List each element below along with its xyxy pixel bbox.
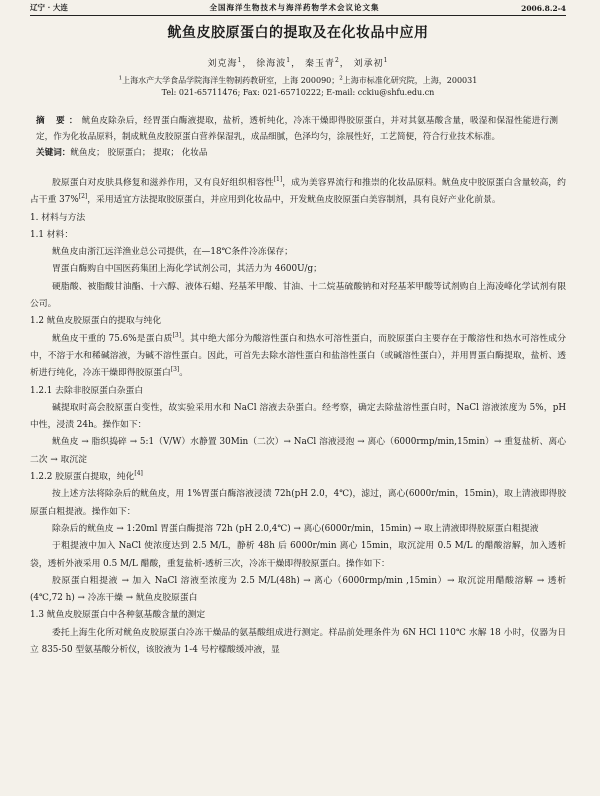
header-rule [30,15,566,16]
running-header [30,0,566,13]
citation: [3] [170,366,180,374]
author-list: 刘克海$^1$， 徐海波$^1$， 秦玉青$^2$， 刘承初$^1$ [207,57,389,69]
process-flow: 胶原蛋白粗提液 → 加入 NaCl 溶液至浓度为 2.5 M/L(48h) → 离心（6000rmp/min ,15min）→ 取沉淀用醋酸溶解 → 透析(4℃,72 h) → 冷冻干燥 → 鱿鱼皮胶原蛋白 [30,575,566,604]
paragraph: 鱿鱼皮由浙江远洋渔业总公司提供，在—18℃条件冷冻保存； [52,247,293,258]
keywords-label: 关键词： [36,148,71,158]
paragraph: 委托上海生化所对鱿鱼皮胶原蛋白冷冻干燥品的氨基酸组成进行测定。样品前处理条件为 6N HCl 110℃ 水解 18 小时，仪器为日立 835-50 型氨基酸分析仪，该胶液为 1-4 号柠檬酸缓冲液，显 [30,627,566,656]
paragraph: 于粗提液中加入 NaCl 使浓度达到 2.5 M/L，静析 48h 后 6000r/min 离心 15min，取沉淀用 0.5 M/L 的醋酸溶解，加入透析袋，透析外液采用 0.5 M/L 醋酸，重复盐析-透析三次，冷冻干燥即得胶原蛋白。操作如下： [30,541,566,569]
author-name: 徐海波 [256,59,287,69]
paper-title: 鱿鱼皮胶原蛋白的提取及在化妆品中应用 [167,25,429,41]
paragraph: 碱提取时高会胶原蛋白变性，故实验采用水和 NaCl 溶液去杂蛋白。经考察，确定去除盐溶性蛋白时，NaCl 溶液浓度为 5%，pH 中性，浸渍 24h。操作如下： [30,402,566,431]
affiliation [30,75,566,99]
author-name: 秦玉青 [304,59,335,69]
keywords [36,145,558,161]
citation: [2] [78,193,88,201]
citation: [1] [273,176,283,184]
paragraph: 硬脂酸、被脂酸甘油酯、十六醇、液体石蜡、羟基苯甲酸、甘油、十二烷基硫酸钠和对羟基苯甲酸等试剂购自上海凌峰化学试剂有限公司。 [30,281,566,310]
keywords-text: 鱿鱼皮； 胶原蛋白； 提取； 化妆品 [70,148,208,158]
author-name: 刘克海 [207,59,238,69]
paragraph: 按上述方法将除杂后的鱿鱼皮，用 1%胃蛋白酶溶液浸渍 72h(pH 2.0，4℃)，滤过，离心(6000r/min，15min)，取上清液即得胶原蛋白粗提液。操作如下： [30,489,566,517]
paragraph: 胃蛋白酶购自中国医药集团上海化学试剂公司，其活力为 4600U/g； [52,264,322,275]
contact-line: Tel: 021-65711476; Fax: 021-65710222; E-mail: cckiu@shfu.edu.cn [161,88,435,97]
paragraph: 鱿鱼皮干重的 75.6%是蛋白质[3]。其中绝大部分为酸溶性蛋白和热水可溶性蛋白，而胶原蛋白主要存在于酸溶性和热水可溶性成分中，不溶于水和稀碱溶液，为碱不溶性蛋白。因此，可首先去除水溶性蛋白和盐溶性蛋白（或碱溶性蛋白），并用胃蛋白酶提取，盐析、透析进行纯化，冷冻干燥即得胶原蛋白[3]。 [30,331,566,379]
affiliation-line: $^1$上海水产大学食品学院海洋生物制药教研室，上海 200090；$^2$上海市标准化研究院，上海，200031 [118,75,478,85]
body-text [30,175,566,659]
section-heading: 1.2 鱿鱼皮胶原蛋白的提取与纯化 [30,316,162,327]
abstract-label: 摘 要： [36,116,82,126]
process-flow: 鱿鱼皮 → 脂织捣碎 → 5:1（V/W）水静置 30Min（二次）→ NaCl 溶液浸泡 → 离心（6000rmp/min,15min）→ 重复盐析、离心二次 → 取沉淀 [30,437,566,465]
abstract-text: 鱿鱼皮除杂后，经胃蛋白酶液提取，盐析，透析纯化，冷冻干燥即得胶原蛋白，并对其氨基酸含量，吸湿和保湿性能进行测定，作为化妆品原料，制成鱿鱼皮胶原蛋白营养保湿乳，成品细腻，色泽均匀，涂展性好，工艺简便，符合行业技术标准。 [36,116,558,142]
citation: [3] [172,331,182,339]
process-flow: 除杂后的鱿鱼皮 → 1:20ml 胃蛋白酶提溶 72h (pH 2.0,4℃) → 离心(6000r/min，15min) → 取上清液即得胶原蛋白粗提液 [52,523,539,534]
abstract [36,113,558,145]
header-location: 辽宁 · 大连 [30,3,68,12]
section-heading: 1.2.1 去除非胶原蛋白杂蛋白 [30,385,144,396]
header-proceedings: 全国海洋生物技术与海洋药物学术会议论文集 [209,3,380,12]
author-name: 刘承初 [353,59,384,69]
section-heading: 1.3 鱿鱼皮胶原蛋白中各种氨基酸含量的测定 [30,610,206,621]
citation: [4] [134,470,143,478]
section-heading: 1. 材料与方法 [30,212,86,223]
section-heading: 1.2.2 胶原蛋白提取，纯化[4] [30,470,143,483]
section-heading: 1.1 材料： [30,229,74,240]
header-date: 2006.8.2-4 [521,4,566,13]
intro-paragraph: 胶原蛋白对皮肤具修复和滋养作用，又有良好组织相容性[1]，成为美容界流行和推崇的化妆品原料。鱿鱼皮中胶原蛋白含量较高，约占干重 37%[2]，采用适宜方法提取胶原蛋白，并应用到化妆品中，开发鱿鱼皮胶原蛋白美容制剂，具有良好产业化前景。 [30,176,566,206]
